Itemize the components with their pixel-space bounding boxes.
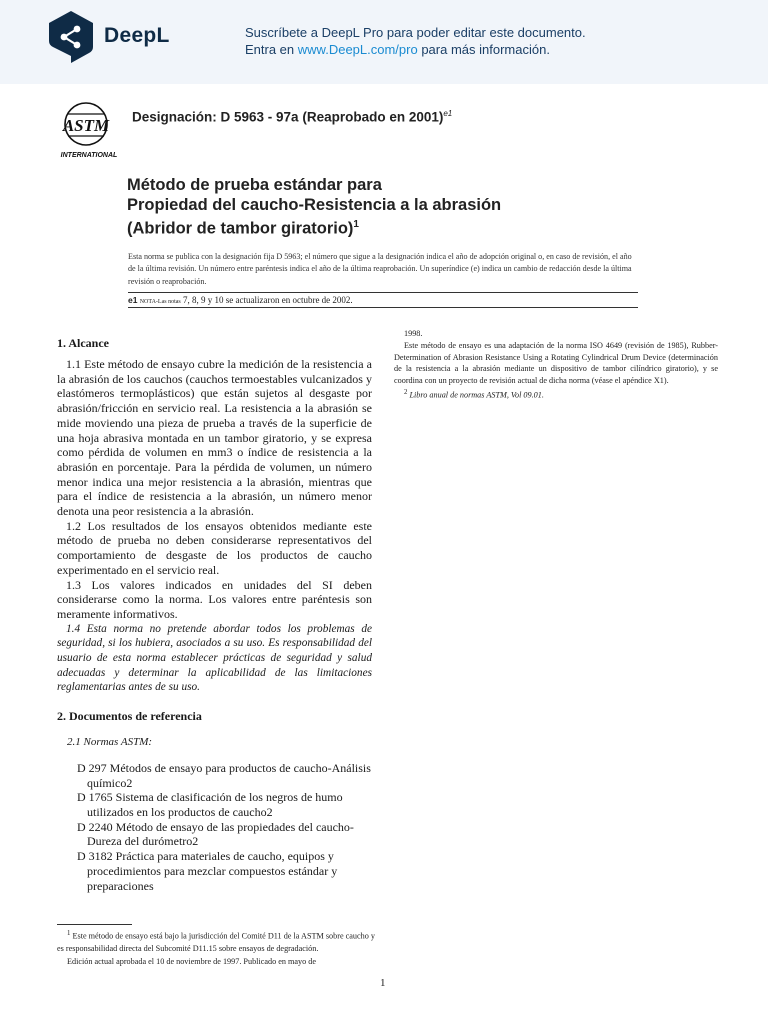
reference-subheading: 2.1 Normas ASTM: [67,736,153,749]
designation: Designación: D 5963 - 97a (Reaprobado en 2001)$^{e1}$ [132,109,453,125]
deepl-wordmark[interactable]: DeepL [104,24,170,47]
astm-international-logo [56,100,122,160]
svg-text:ASTM: ASTM [62,116,110,135]
footnote-1: $^1$ Este método de ensayo está bajo la jurisdicción del Comité D11 de la ASTM sobre caucho y es responsabilidad directa del Subcomité D11.15 sobre ensayos de degradación. Edición actual aprobada el 10 de noviembre de 1997. Publicado en mayo de [57,930,376,966]
section-heading-referencias: 2. Documentos de referencia [57,709,202,724]
footnote-2: $^2$ Libro anual de normas ASTM, Vol 09.01. [404,388,544,400]
promo-line-1: Suscríbete a DeepL Pro para poder editar este documento. [245,25,586,40]
footnote-year: 1998. [404,329,423,338]
preamble-text: Esta norma se publica con la designación fija D 5963; el número que sigue a la designación indica el año de adopción original o, en caso de revisión, el año de la última revisión. Un número entre paréntesis indica el año de la última reaprobación. Un superíndice (e) indica un cambio de redacción desde la última revisión o reaprobación. [128,252,632,286]
divider [128,307,638,308]
deepl-logo-icon[interactable] [46,10,96,64]
page-title: Método de prueba estándar para Propiedad del caucho-Resistencia a la abrasión (Abridor de tambor giratorio)$^1$ [127,176,502,238]
epsilon-note: e1 NOTA-Las notas 7, 8, 9 y 10 se actualizaron en octubre de 2002. [128,295,353,305]
paragraph-1-1: 1.1 Este método de ensayo cubre la medición de la resistencia a la abrasión de los cauchos (cauchos termoestables vulcanizados y elastómeros termoplásticos) que están sujetos al desgaste por abrasión/fricción en servicio real. La resistencia a la abrasión se mide moviendo una pieza de prueba a través de la superficie de una hoja abrasiva montada en un tambor giratorio, y se expresa como pérdida de volumen en mm3 o índice de resistencia a la abrasión en porcentaje. Para la pérdida de volumen, un número menor indica una mejor resistencia a la abrasión, mientras que para el índice de resistencia a la abrasión, un número menor denota una peor resistencia a la abrasión. [57,357,372,519]
deepl-banner [0,0,768,84]
reference-item: D 3182 Práctica para materiales de caucho, equipos y procedimientos para mezclar compuestos estándar y preparaciones [77,849,338,893]
promo-line-2: Entra en www.DeepL.com/pro para más información. [245,42,550,57]
paragraph-1-4: 1.4 Esta norma no pretende abordar todos los problemas de seguridad, si los hubiera, asociados a su uso. Es responsabilidad del usuario de esta norma establecer prácticas de seguridad y salud adecuadas y determinar la aplicabilidad de las limitaciones reglamentarias antes de su uso. [57,622,372,694]
page-number: 1 [380,977,386,989]
section-heading-alcance: 1. Alcance [57,336,109,350]
footnote-divider [57,924,132,925]
paragraph-1-2: 1.2 Los resultados de los ensayos obtenidos mediante este método de prueba no deben considerarse representativos del comportamiento de desgaste de los productos de caucho experimentado en el servicio real. [57,518,372,577]
reference-list [57,735,372,893]
reference-item: D 2240 Método de ensayo de las propiedades del caucho-Dureza del durómetro2 [77,819,354,849]
reference-item: D 297 Métodos de ensayo para productos de caucho-Análisis químico2 [77,760,371,790]
astm-logo-text: INTERNATIONAL [60,152,118,159]
promo-text [245,24,586,58]
paragraph-1-3: 1.3 Los valores indicados en unidades del SI deben considerarse como la norma. Los valores entre paréntesis son meramente informativos. [57,577,372,621]
left-column [57,336,372,893]
right-column [394,328,718,402]
footnote-adaptation: Este método de ensayo es una adaptación de la norma ISO 4649 (revisión de 1985), Rubber-Determination of Abrasion Resistance Using a Rotating Cylindrical Drum Device (determinación de la resistencia a la abrasión mediante un dispositivo de tambor cilíndrico giratorio), y se coordina con un proyecto de revisión actual de dicha norma (véase el apéndice X1). [394,340,718,386]
divider [128,292,638,293]
deepl-pro-link[interactable]: www.DeepL.com/pro [297,42,418,57]
reference-item: D 1765 Sistema de clasificación de los negros de humo utilizados en los productos de caucho2 [77,790,343,819]
